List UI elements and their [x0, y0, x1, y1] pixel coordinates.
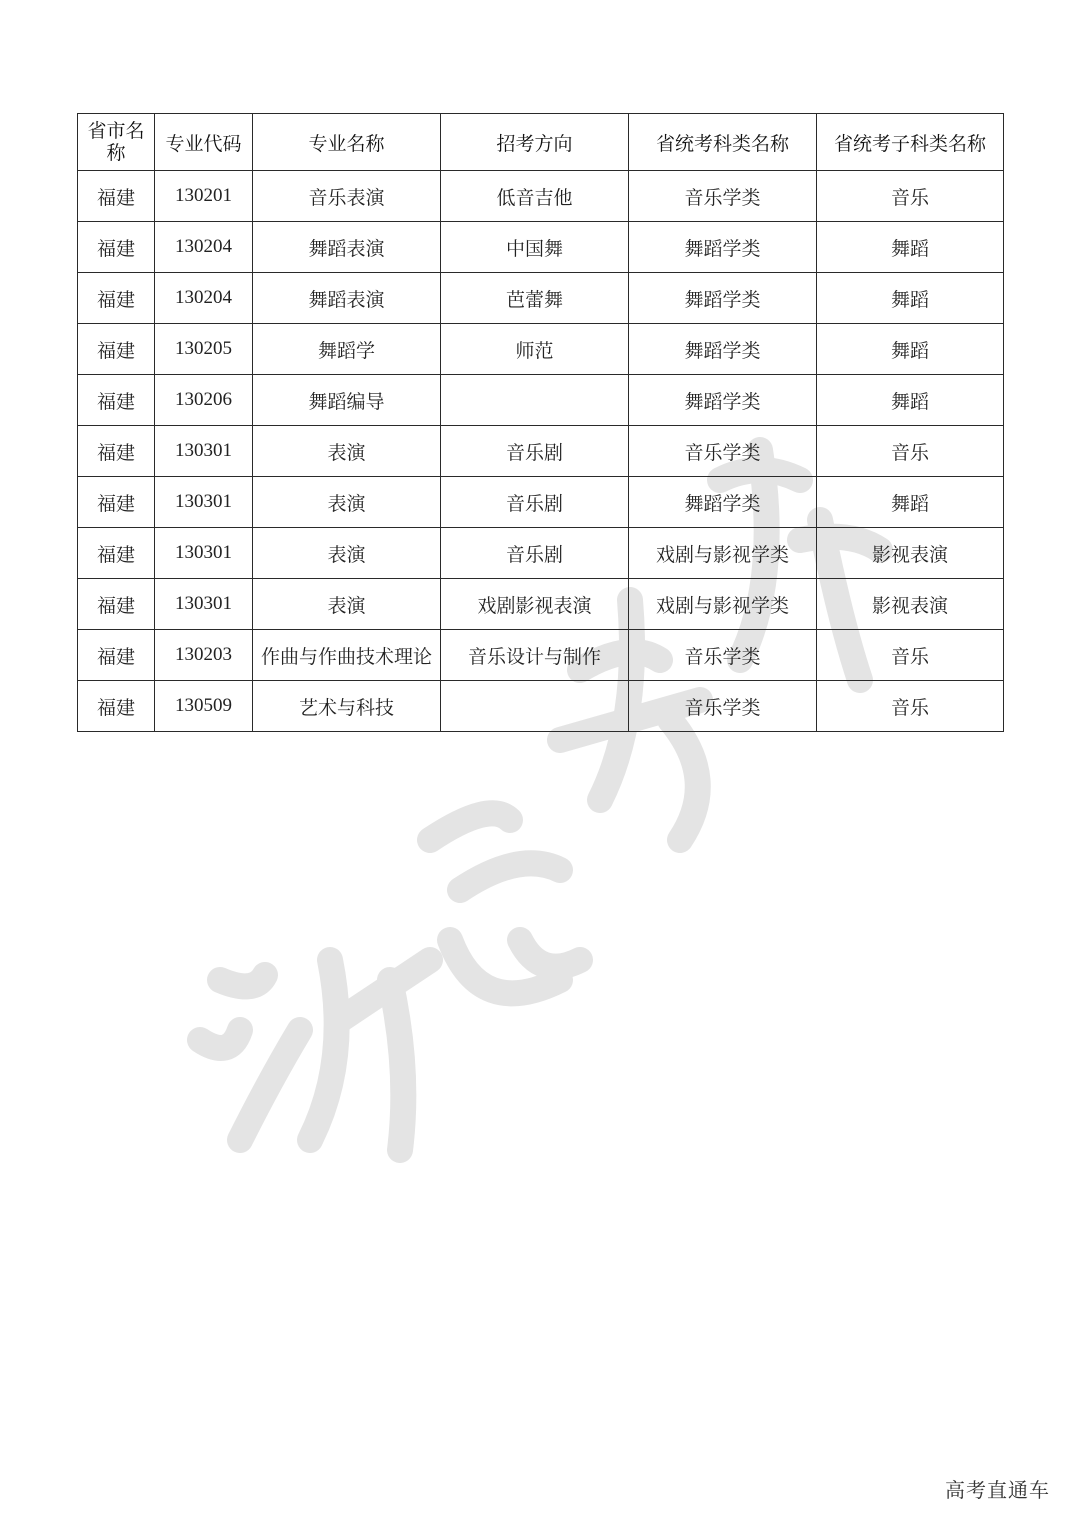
- cell-subcategory: 舞蹈: [817, 324, 1004, 375]
- cell-major: 舞蹈表演: [253, 222, 441, 273]
- cell-province: 福建: [78, 681, 155, 732]
- cell-direction: 音乐剧: [441, 528, 629, 579]
- header-direction: 招考方向: [441, 114, 629, 171]
- cell-code: 130203: [155, 630, 253, 681]
- cell-direction: 戏剧影视表演: [441, 579, 629, 630]
- cell-province: 福建: [78, 528, 155, 579]
- cell-major: 表演: [253, 579, 441, 630]
- cell-subcategory: 舞蹈: [817, 477, 1004, 528]
- cell-direction: 音乐剧: [441, 426, 629, 477]
- cell-category: 舞蹈学类: [629, 324, 817, 375]
- table-row: [78, 375, 1004, 426]
- cell-direction: 低音吉他: [441, 171, 629, 222]
- cell-major: 作曲与作曲技术理论: [253, 630, 441, 681]
- cell-subcategory: 舞蹈: [817, 375, 1004, 426]
- cell-direction: 芭蕾舞: [441, 273, 629, 324]
- cell-subcategory: 音乐: [817, 681, 1004, 732]
- cell-province: 福建: [78, 579, 155, 630]
- cell-major: 表演: [253, 477, 441, 528]
- cell-direction: 师范: [441, 324, 629, 375]
- table-row: [78, 324, 1004, 375]
- cell-major: 舞蹈学: [253, 324, 441, 375]
- cell-subcategory: 舞蹈: [817, 222, 1004, 273]
- cell-code: 130301: [155, 477, 253, 528]
- cell-category: 音乐学类: [629, 426, 817, 477]
- cell-direction: [441, 681, 629, 732]
- cell-province: 福建: [78, 273, 155, 324]
- cell-code: 130509: [155, 681, 253, 732]
- table-body: [78, 171, 1004, 732]
- cell-subcategory: 音乐: [817, 630, 1004, 681]
- cell-category: 舞蹈学类: [629, 222, 817, 273]
- header-major-code: 专业代码: [155, 114, 253, 171]
- cell-province: 福建: [78, 375, 155, 426]
- cell-subcategory: 舞蹈: [817, 273, 1004, 324]
- cell-code: 130204: [155, 222, 253, 273]
- cell-province: 福建: [78, 222, 155, 273]
- cell-code: 130201: [155, 171, 253, 222]
- source-label: 高考直通车: [945, 1478, 1050, 1502]
- cell-subcategory: 影视表演: [817, 528, 1004, 579]
- cell-code: 130204: [155, 273, 253, 324]
- cell-category: 舞蹈学类: [629, 477, 817, 528]
- cell-subcategory: 影视表演: [817, 579, 1004, 630]
- table-row: [78, 579, 1004, 630]
- cell-subcategory: 音乐: [817, 426, 1004, 477]
- cell-category: 音乐学类: [629, 630, 817, 681]
- table-row: [78, 273, 1004, 324]
- cell-major: 音乐表演: [253, 171, 441, 222]
- cell-direction: 音乐剧: [441, 477, 629, 528]
- cell-province: 福建: [78, 477, 155, 528]
- cell-direction: [441, 375, 629, 426]
- cell-category: 戏剧与影视学类: [629, 528, 817, 579]
- header-province: 省市名称: [78, 114, 155, 171]
- cell-province: 福建: [78, 324, 155, 375]
- cell-category: 舞蹈学类: [629, 273, 817, 324]
- cell-code: 130301: [155, 528, 253, 579]
- cell-category: 戏剧与影视学类: [629, 579, 817, 630]
- cell-major: 舞蹈表演: [253, 273, 441, 324]
- table-row: [78, 171, 1004, 222]
- cell-category: 舞蹈学类: [629, 375, 817, 426]
- table-row: [78, 426, 1004, 477]
- table-header-row: [78, 114, 1004, 171]
- cell-category: 音乐学类: [629, 171, 817, 222]
- cell-direction: 音乐设计与制作: [441, 630, 629, 681]
- cell-subcategory: 音乐: [817, 171, 1004, 222]
- cell-province: 福建: [78, 171, 155, 222]
- cell-category: 音乐学类: [629, 681, 817, 732]
- cell-major: 舞蹈编导: [253, 375, 441, 426]
- header-exam-subcategory: 省统考子科类名称: [817, 114, 1004, 171]
- cell-code: 130206: [155, 375, 253, 426]
- table-row: [78, 528, 1004, 579]
- header-major-name: 专业名称: [253, 114, 441, 171]
- cell-province: 福建: [78, 630, 155, 681]
- cell-code: 130301: [155, 426, 253, 477]
- cell-major: 表演: [253, 528, 441, 579]
- cell-province: 福建: [78, 426, 155, 477]
- majors-table: [77, 113, 1004, 732]
- header-exam-category: 省统考科类名称: [629, 114, 817, 171]
- cell-major: 艺术与科技: [253, 681, 441, 732]
- cell-major: 表演: [253, 426, 441, 477]
- table-row: [78, 681, 1004, 732]
- table-row: [78, 222, 1004, 273]
- cell-code: 130301: [155, 579, 253, 630]
- cell-code: 130205: [155, 324, 253, 375]
- table-row: [78, 630, 1004, 681]
- cell-direction: 中国舞: [441, 222, 629, 273]
- table-row: [78, 477, 1004, 528]
